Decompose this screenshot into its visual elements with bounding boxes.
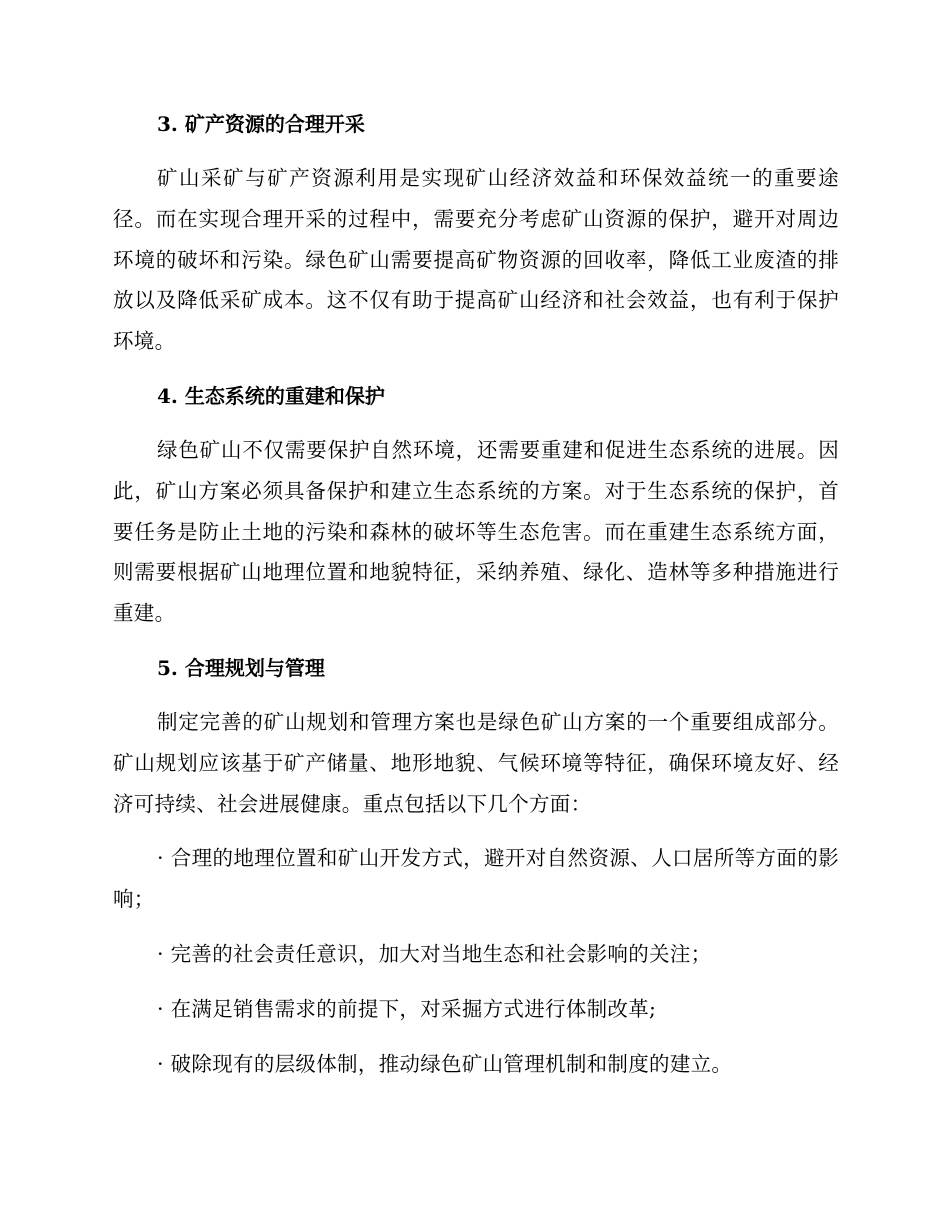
section-heading: 4. 生态系统的重建和保护 <box>157 383 385 408</box>
section-paragraph: 制定完善的矿山规划和管理方案也是绿色矿山方案的一个重要组成部分。矿山规划应该基于矿产储量、地形地貌、气候环境等特征，确保环境友好、经济可持续、社会进展健康。重点包括以下几个方面： <box>113 709 839 816</box>
list-item: · 合理的地理位置和矿山开发方式，避开对自然资源、人口居所等方面的影响； <box>113 846 839 912</box>
list-item: · 完善的社会责任意识，加大对当地生态和社会影响的关注； <box>157 941 712 966</box>
list-item: · 破除现有的层级体制，推动绿色矿山管理机制和制度的建立。 <box>157 1051 733 1076</box>
section-heading: 5. 合理规划与管理 <box>157 655 325 680</box>
section-heading: 3. 矿产资源的合理开采 <box>157 112 365 136</box>
list-item: · 在满足销售需求的前提下，对采掘方式进行体制改革; <box>157 996 657 1021</box>
section-paragraph: 绿色矿山不仅需要保护自然环境，还需要重建和促进生态系统的进展。因此，矿山方案必须具备保护和建立生态系统的方案。对于生态系统的保护，首要任务是防止土地的污染和森林的破坏等生态危害。而在重建生态系统方面，则需要根据矿山地理位置和地貌特征，采纳养殖、绿化、造林等多种措施进行重建。 <box>113 437 839 626</box>
document-body <box>113 104 839 1084</box>
section-paragraph: 矿山采矿与矿产资源利用是实现矿山经济效益和环保效益统一的重要途径。而在实现合理开采的过程中，需要充分考虑矿山资源的保护，避开对周边环境的破坏和污染。绿色矿山需要提高矿物资源的回收率，降低工业废渣的排放以及降低采矿成本。这不仅有助于提高矿山经济和社会效益，也有利于保护环境。 <box>113 166 839 354</box>
